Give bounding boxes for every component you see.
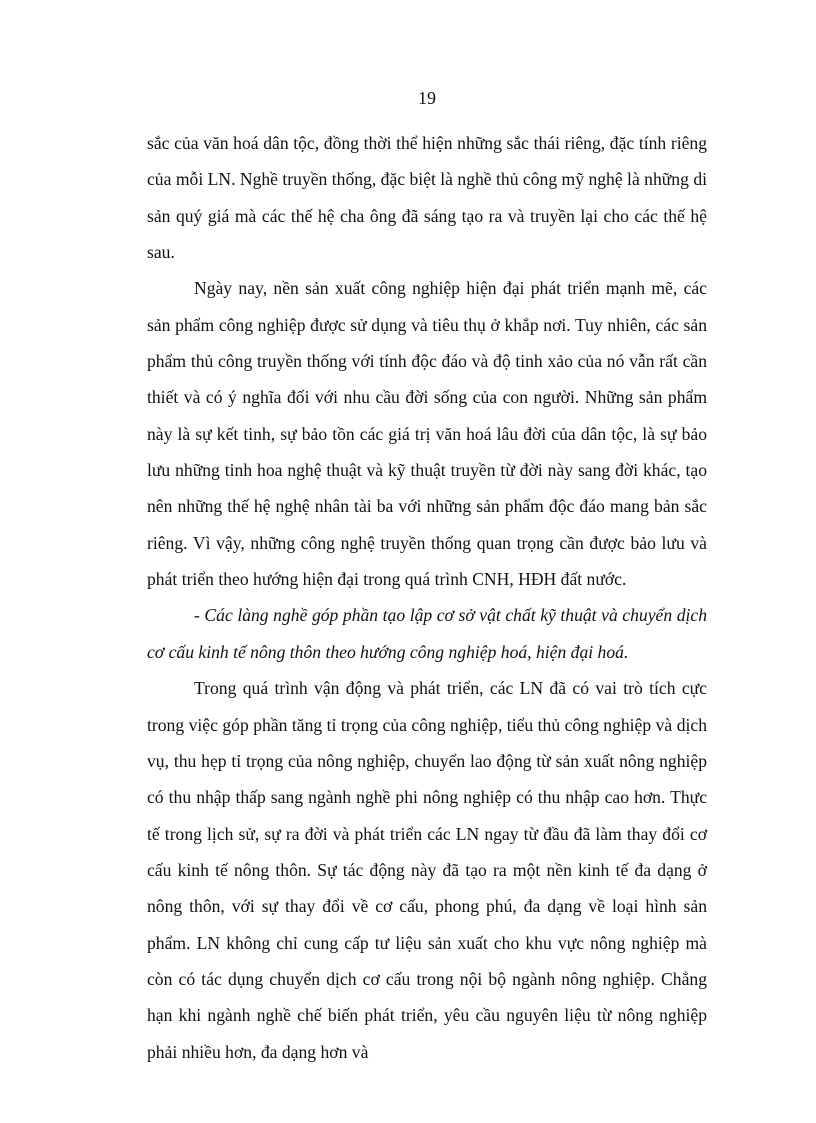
section-heading-italic: - Các làng nghề góp phần tạo lập cơ sở vật chất kỹ thuật và chuyển dịch cơ cấu kinh tế nông thôn theo hướng công nghiệp hoá, hiện đại hoá. <box>147 605 707 662</box>
paragraph-modern-industry: Ngày nay, nền sản xuất công nghiệp hiện đại phát triển mạnh mẽ, các sản phẩm công nghiệp được sử dụng và tiêu thụ ở khắp nơi. Tuy nhiên, các sản phẩm thủ công truyền thống với tính độc đáo và độ tinh xảo của nó vẫn rất cần thiết và có ý nghĩa đối với nhu cầu đời sống của con người. Những sản phẩm này là sự kết tinh, sự bảo tồn các giá trị văn hoá lâu đời của dân tộc, là sự bảo lưu những tinh hoa nghệ thuật và kỹ thuật truyền từ đời này sang đời khác, tạo nên những thế hệ nghệ nhân tài ba với những sản phẩm độc đáo mang bản sắc riêng. Vì vậy, những công nghệ truyền thống quan trọng cần được bảo lưu và phát triển theo hướng hiện đại trong quá trình CNH, HĐH đất nước. <box>147 278 707 590</box>
page-number: 19 <box>418 88 436 108</box>
document-page <box>147 0 707 1123</box>
paragraph-heritage: sắc của văn hoá dân tộc, đồng thời thể hiện những sắc thái riêng, đặc tính riêng của mỗi LN. Nghề truyền thống, đặc biệt là nghề thủ công mỹ nghệ là những di sản quý giá mà các thế hệ cha ông đã sáng tạo ra và truyền lại cho các thế hệ sau. <box>147 133 707 263</box>
paragraph-economic-restructuring: Trong quá trình vận động và phát triển, các LN đã có vai trò tích cực trong việc góp phần tăng tỉ trọng của công nghiệp, tiểu thủ công nghiệp và dịch vụ, thu hẹp tỉ trọng của nông nghiệp, chuyển lao động từ sản xuất nông nghiệp có thu nhập thấp sang ngành nghề phi nông nghiệp có thu nhập cao hơn. Thực tế trong lịch sử, sự ra đời và phát triển các LN ngay từ đầu đã làm thay đổi cơ cấu kinh tế nông thôn. Sự tác động này đã tạo ra một nền kinh tế đa dạng ở nông thôn, với sự thay đổi về cơ cấu, phong phú, đa dạng về loại hình sản phẩm. LN không chỉ cung cấp tư liệu sản xuất cho khu vực nông nghiệp mà còn có tác dụng chuyển dịch cơ cấu trong nội bộ ngành nông nghiệp. Chẳng hạn khi ngành nghề chế biến phát triển, yêu cầu nguyên liệu từ nông nghiệp phải nhiều hơn, đa dạng hơn và <box>147 678 707 1062</box>
body-text <box>147 125 707 1070</box>
